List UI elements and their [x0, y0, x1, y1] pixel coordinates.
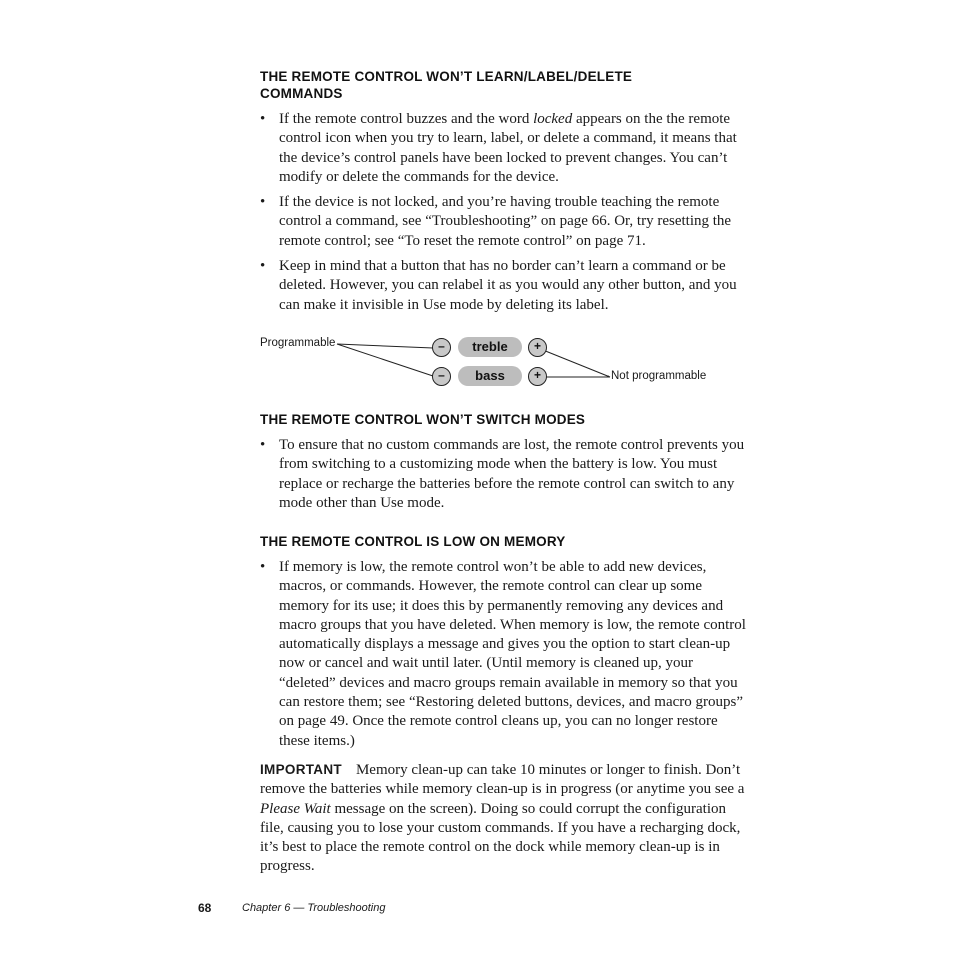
- treble-minus-button: –: [432, 338, 451, 357]
- bullet-glyph: •: [260, 194, 266, 211]
- bullet-text: If memory is low, the remote control won’t be able to add new devices, macros, or commands. However, the remote control can clear up some memory for its use; it does this by permanently removing any devices and macro groups that you have deleted. When memory is low, the remote control automatically displays a message and gives you the option to start clean-up now or cancel and wait until later. (Until memory is cleaned up, your “deleted” devices and macro groups remain available in memory so that you can restore them; see “Restoring deleted buttons, devices, and macro groups” on page 49. Once the remote control cleans up, you can no longer restore these items.): [279, 559, 746, 749]
- bass-plus-button: +: [528, 367, 547, 386]
- important-label: IMPORTANT: [260, 762, 342, 777]
- bullet-text: To ensure that no custom commands are lost, the remote control prevents you from switching to a customizing mode when the battery is low. You must replace or recharge the batteries before the remote control can switch to any mode other than Use mode.: [279, 437, 745, 511]
- list-item: [260, 558, 750, 751]
- heading-line-2: COMMANDS: [260, 86, 343, 101]
- label-not-programmable: Not programmable: [611, 370, 707, 382]
- list-item: [260, 257, 750, 315]
- important-note: [260, 760, 750, 877]
- learn-bullet-list: [260, 110, 750, 321]
- bullet-glyph: •: [260, 258, 266, 275]
- switch-bullet-list: [260, 436, 750, 519]
- important-text-start: Memory clean-up can take 10 minutes or longer to finish. Don’t remove the batteries while memory clean-up is in progress (or anytime you see a: [260, 762, 745, 798]
- list-item: [260, 436, 750, 513]
- memory-bullet-list: [260, 558, 750, 757]
- important-text-end: message on the screen). Doing so could corrupt the configuration file, causing you to lose your custom commands. If you have a recharging dock, it’s best to place the remote control on the dock while memory clean-up is in progress.: [260, 800, 741, 875]
- emphasis-please-wait: Please Wait: [260, 800, 331, 817]
- chapter-footer: Chapter 6 — Troubleshooting: [242, 902, 386, 914]
- button-figure: [255, 328, 725, 398]
- bullet-text-start: If the remote control buzzes and the word: [279, 111, 534, 127]
- treble-plus-button: +: [528, 338, 547, 357]
- bullet-text: Keep in mind that a button that has no border can’t learn a command or be deleted. However, you can relabel it as you would any other button, and you can make it invisible in Use mode by deleting its label.: [279, 258, 737, 313]
- bullet-text-end: appears on the the remote control icon when you try to learn, label, or delete a command, it means that the device’s control panels have been locked to prevent changes. You can’t modify or delete the commands for the device.: [279, 111, 737, 185]
- emphasis-locked: locked: [533, 111, 573, 127]
- heading-low-memory: THE REMOTE CONTROL IS LOW ON MEMORY: [260, 534, 566, 549]
- bullet-text: If the device is not locked, and you’re having trouble teaching the remote control a command, see “Troubleshooting” on page 66. Or, try resetting the remote control; see “To reset the remote control” on page 71.: [279, 194, 732, 249]
- label-programmable: Programmable: [260, 337, 336, 349]
- bullet-glyph: •: [260, 437, 266, 453]
- heading-line-1: THE REMOTE CONTROL WON’T LEARN/LABEL/DELETE: [260, 69, 633, 84]
- heading-wont-switch-modes: THE REMOTE CONTROL WON’T SWITCH MODES: [260, 412, 586, 427]
- heading-wont-learn: [260, 68, 760, 102]
- page-number: 68: [198, 901, 212, 915]
- bullet-glyph: •: [260, 111, 266, 127]
- bass-minus-button: –: [432, 367, 451, 386]
- list-item: [260, 193, 750, 251]
- bass-button: bass: [458, 366, 522, 386]
- list-item: [260, 110, 750, 187]
- bullet-glyph: •: [260, 559, 266, 575]
- treble-button: treble: [458, 337, 522, 357]
